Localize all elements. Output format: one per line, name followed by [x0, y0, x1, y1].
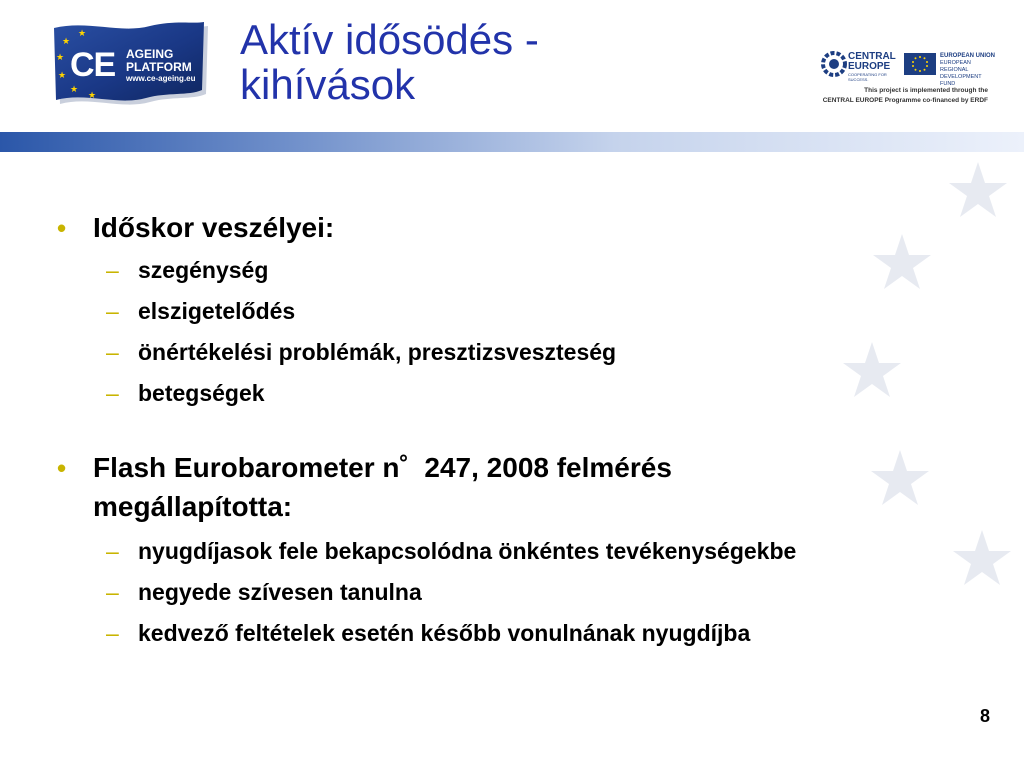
- sub-bullet-text: negyede szívesen tanulna: [138, 579, 422, 605]
- dash-marker: –: [106, 620, 119, 646]
- dash-marker: –: [106, 579, 119, 605]
- svg-text:★: ★: [62, 37, 71, 47]
- bullet-text-line-2: megállapította:: [93, 491, 293, 522]
- dash-marker: –: [106, 380, 119, 406]
- bullet-level2-7: [106, 619, 751, 647]
- bullet-level2-3: [106, 338, 617, 366]
- bullet-level2-2: [106, 297, 296, 325]
- bullet-text-line-1: Flash Eurobarometer n˚ 247, 2008 felmérés: [93, 452, 672, 483]
- page-number: 8: [979, 706, 990, 726]
- dash-marker: –: [106, 538, 119, 564]
- logo-line-ageing: AGEING: [126, 47, 174, 61]
- eu-text-line-3: DEVELOPMENT FUND: [940, 74, 982, 87]
- logo-line-platform: PLATFORM: [126, 60, 192, 74]
- bullet-level2-6: [106, 578, 422, 606]
- eu-text-line-1: EUROPEAN UNION: [940, 53, 996, 59]
- bullet-level2-5: [106, 537, 797, 565]
- bullet-marker: •: [57, 453, 67, 483]
- svg-text:★: ★: [56, 53, 65, 63]
- logo-url: www.ce-ageing.eu: [126, 74, 196, 83]
- project-note-line-1: This project is implemented through the: [864, 87, 988, 94]
- svg-text:★: ★: [78, 29, 87, 39]
- central-europe-line-2: EUROPE: [848, 61, 891, 72]
- central-europe-tagline: COOPERATING FOR SUCCESS.: [848, 72, 887, 82]
- bullet-level2-4: [106, 379, 265, 407]
- dash-marker: –: [106, 257, 119, 283]
- sub-bullet-text: nyugdíjasok fele bekapcsolódna önkéntes tevékenységekbe: [138, 538, 797, 564]
- bullet-marker: •: [57, 213, 67, 243]
- project-note-line-2: CENTRAL EUROPE Programme co-financed by ERDF: [822, 97, 988, 104]
- dash-marker: –: [106, 339, 119, 365]
- slide-title-line-1: Aktív idősödés -: [240, 16, 539, 63]
- bullet-text: Időskor veszélyei:: [93, 212, 335, 243]
- svg-text:★: ★: [70, 85, 79, 95]
- sub-bullet-text: kedvező feltételek esetén később vonulnának nyugdíjba: [138, 620, 751, 646]
- bullet-level1-1: [57, 211, 335, 245]
- slide-title-line-2: kihívások: [240, 61, 416, 108]
- bullet-level2-1: [106, 256, 269, 284]
- central-europe-line-1: CENTRAL: [848, 51, 896, 62]
- logo-ce-letters: CE: [70, 46, 116, 84]
- sub-bullet-text: önértékelési problémák, presztizsveszteség: [138, 339, 617, 365]
- eu-text-line-2: EUROPEAN REGIONAL: [940, 60, 971, 73]
- sub-bullet-text: elszigetelődés: [138, 298, 296, 324]
- sub-bullet-text: betegségek: [138, 380, 265, 406]
- svg-text:★: ★: [58, 71, 67, 81]
- sub-bullet-text: szegénység: [138, 257, 269, 283]
- dash-marker: –: [106, 298, 119, 324]
- svg-text:★: ★: [88, 91, 97, 101]
- bullet-level1-2-continued: [93, 490, 292, 524]
- bullet-level1-2: [57, 451, 672, 485]
